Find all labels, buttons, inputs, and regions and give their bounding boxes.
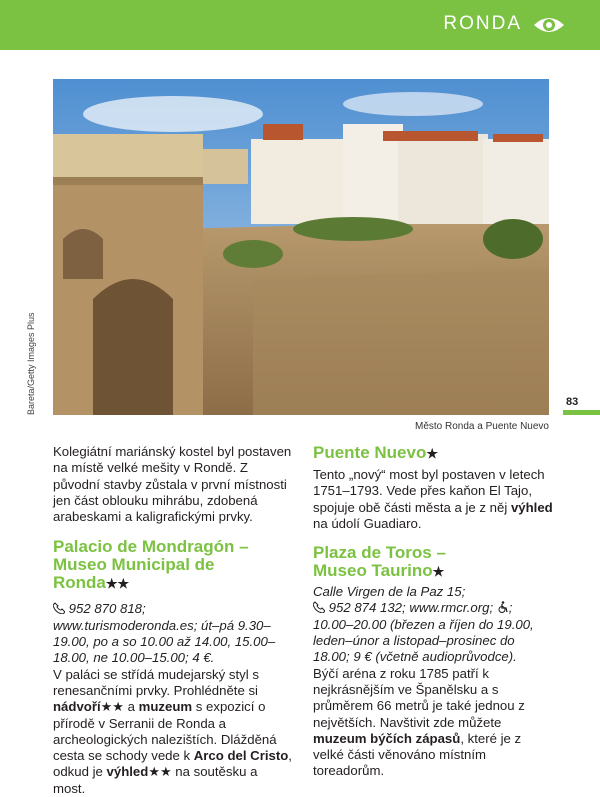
palacio-heading (53, 538, 293, 593)
palacio-title-line2: Museo Municipal de (53, 555, 215, 575)
plaza-info: Calle Virgen de la Paz 15; 952 874 132; www.rmcr.org; ; 10.00–20.00 (březen a říjen do 19.00, leden–únor a listopad–prosinec do 18.00; 9 € (včetně audioprůvodce). (313, 584, 534, 665)
palacio-contact-text: 952 870 818; www.turismoderonda.es; út–pá 9.30–19.00, po a so 10.00 až 14.00, 15.00–18.00, ne 10.00–15.00; 4 €. (53, 601, 276, 666)
palacio-text-d: , odkud je (53, 748, 292, 780)
intro-paragraph: Kolegiátní mariánský kostel byl postaven na místě velké mešity v Rondě. Z původní stavby zůstala v první místnosti jen část oblouku mihrábu, zdobená arabeskami a kaligrafickými prvky. (53, 444, 292, 525)
page-number-bar (563, 410, 600, 415)
palacio-description (53, 667, 293, 797)
left-column (53, 444, 293, 797)
plaza-stars: ★ (432, 564, 445, 580)
puente-description (313, 467, 553, 532)
puente-text-b: na údolí Guadiaro. (313, 515, 422, 531)
plaza-title-line2: Museo Taurino (313, 561, 433, 581)
photo-caption: Město Ronda a Puente Nuevo (415, 421, 549, 432)
plaza-contact: 952 874 132; www.rmcr.org; (328, 600, 494, 616)
page-number: 83 (566, 396, 579, 408)
ronda-photo (53, 79, 549, 415)
plaza-description (313, 666, 553, 780)
palacio-text-e: na soutěsku a most. (53, 764, 258, 796)
palacio-text-b: a (123, 699, 139, 715)
puente-heading (313, 444, 553, 463)
plaza-text-a: Býčí aréna z roku 1785 patří k nejkrásnějším ve Španělsku a s průměrem 66 metrů je také jednou z největších. Navštivit zde můžete (313, 665, 525, 730)
plaza-text-b: , které je z velké části věnováno místním toreadorům. (313, 730, 522, 779)
palacio-text-c: s expozicí o přírodě v Serranii de Ronda a archeologických nalezištích. Dlážděná cesta se schody vede k (53, 699, 277, 764)
arco-label: Arco del Cristo (193, 748, 289, 764)
puente-title: Puente Nuevo (313, 443, 427, 462)
palacio-contact (53, 601, 293, 666)
puente-text-a: Tento „nový“ most byl postaven v letech 1751–1793. Vede přes kaňon El Tajo, spojuje obě části města a je z něj (313, 467, 545, 515)
phone-icon (313, 601, 325, 613)
eye-icon (532, 14, 566, 36)
plaza-hours: 10.00–20.00 (březen a říjen do 19.00, leden–únor a listopad–prosinec do 18.00; 9 € (včetně audioprůvodce). (313, 616, 534, 665)
phone-icon (53, 602, 65, 614)
wheelchair-icon (497, 601, 509, 613)
puente-stars: ★ (426, 446, 439, 461)
plaza-address: Calle Virgen de la Paz 15; (313, 584, 466, 600)
vyhled-stars: ★★ (148, 764, 172, 780)
palacio-title-line1: Palacio de Mondragón – (53, 537, 249, 557)
vyhled-label: výhled (106, 764, 149, 780)
puente-vyhled-label: výhled (510, 499, 553, 515)
plaza-title-line1: Plaza de Toros – (313, 543, 446, 563)
nadvori-label: nádvoří (53, 699, 101, 715)
right-column (313, 444, 553, 780)
muzeum-label: muzeum (138, 699, 193, 715)
plaza-heading (313, 544, 553, 581)
plaza-muzeum-label: muzeum býčích zápasů (313, 730, 461, 746)
palacio-title-line3: Ronda (53, 573, 106, 593)
chapter-header-bar (0, 0, 600, 50)
photo-credit: Bareta/Getty Images Plus (26, 312, 36, 415)
palacio-text-a: V paláci se střídá mudejarský styl s renesančními prvky. Prohlédněte si (53, 666, 259, 698)
palacio-stars: ★★ (105, 576, 130, 592)
nadvori-stars: ★★ (100, 699, 124, 715)
chapter-title: RONDA (443, 13, 522, 34)
